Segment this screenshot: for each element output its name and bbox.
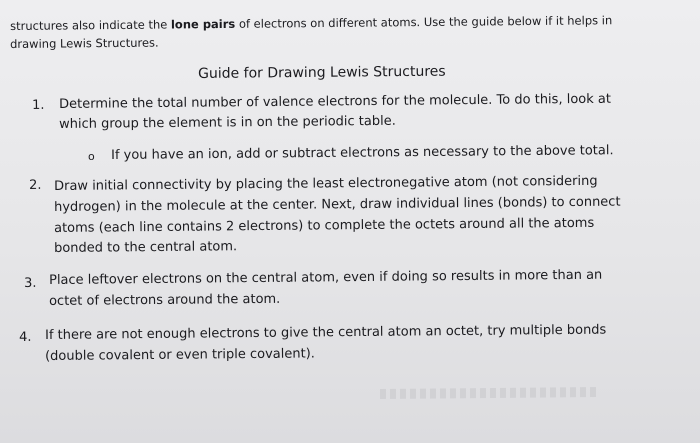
intro-text-after-bold: of electrons on different atoms. Use the guide below if it helps in [235,13,613,31]
bleed-through-texture [380,387,600,399]
step-3-line-2: octet of electrons around the atom. [49,291,281,309]
step-2-line-4: bonded to the central atom. [54,239,238,256]
step-4-number: 4. [19,329,32,345]
intro-line-2: drawing Lewis Structures. [10,35,159,51]
step-2-number: 2. [29,177,42,193]
intro-line-1 [10,13,612,33]
intro-text-before-bold: structures also indicate the [10,17,172,33]
step-1-number: 1. [32,97,45,113]
step-4-line-2: (double covalent or even triple covalent). [45,346,315,364]
step-2-line-1: Draw initial connectivity by placing the least electronegative atom (not considering [54,173,598,194]
step-2-line-2: hydrogen) in the molecule at the center. Next, draw individual lines (bonds) to connect [54,194,621,215]
step-1-line-1: Determine the total number of valence electrons for the molecule. To do this, look at [59,91,611,112]
step-1-bullet-marker: o [88,150,95,163]
step-2-line-3: atoms (each line contains 2 electrons) to complete the octets around all the atoms [54,215,595,236]
step-1-bullet-text: If you have an ion, add or subtract electrons as necessary to the above total. [111,143,614,163]
step-4-line-1: If there are not enough electrons to give the central atom an octet, try multiple bonds [45,322,607,343]
intro-bold-term: lone pairs [170,16,236,32]
step-3-line-1: Place leftover electrons on the central atom, even if doing so results in more than an [49,267,603,288]
step-3-number: 3. [24,275,37,291]
step-1-line-2: which group the element is in on the periodic table. [59,113,396,132]
guide-title: Guide for Drawing Lewis Structures [198,63,446,82]
